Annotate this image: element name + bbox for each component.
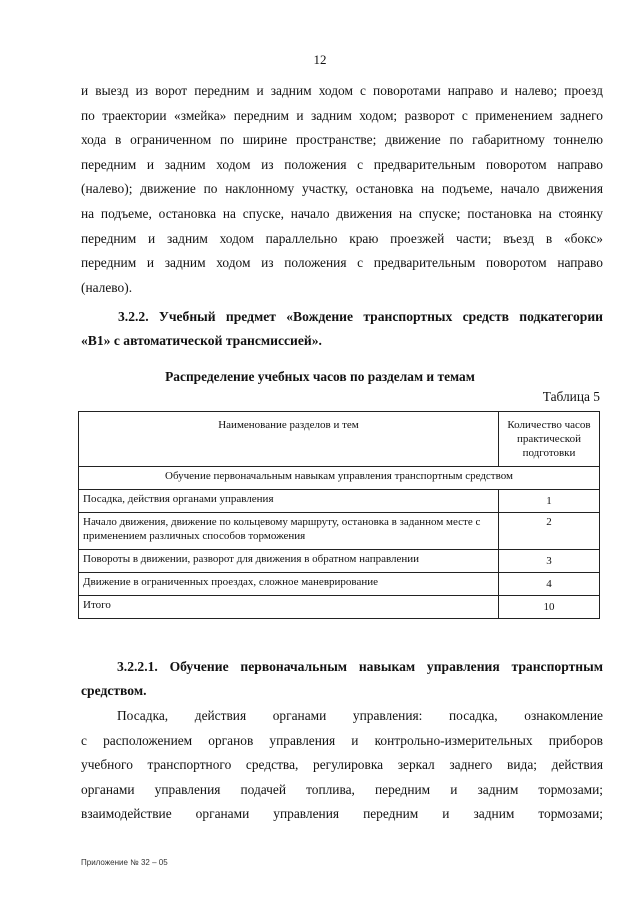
text-line: Посадка, действия органами управления: посадка, ознакомление bbox=[117, 708, 603, 723]
text-line: взаимодействие органами управления передним и задним тормозами; bbox=[81, 806, 603, 822]
table-caption: Распределение учебных часов по разделам и темам bbox=[165, 369, 475, 384]
page-number: 12 bbox=[313, 52, 327, 67]
table-section-title: Обучение первоначальным навыкам управления транспортным средством bbox=[79, 467, 600, 490]
text-line: передним и задним ходом из положения с предварительным поворотом направо bbox=[81, 156, 603, 172]
column-header-name: Наименование разделов и тем bbox=[79, 412, 499, 467]
heading-line: 3.2.2. Учебный предмет «Вождение транспортных средств подкатегории bbox=[118, 309, 603, 324]
total-hours: 10 bbox=[499, 596, 600, 619]
text-line: по траектории «змейка» передним и задним ходом; разворот с применением заднего bbox=[81, 107, 603, 123]
section-heading-3-2-2-1 bbox=[81, 655, 603, 703]
section-heading-3-2-2 bbox=[81, 305, 603, 353]
text-line: хода в ограниченном по ширине пространстве; движение по габаритному тоннелю bbox=[81, 132, 603, 148]
text-line: передним и задним ходом параллельно краю проезжей части; въезд в «бокс» bbox=[81, 230, 603, 246]
table-total-row bbox=[79, 596, 600, 619]
table-row bbox=[79, 513, 600, 550]
text-line: (налево); движение по наклонному участку, остановка на подъеме, начало движения bbox=[81, 181, 603, 197]
table-row bbox=[79, 490, 600, 513]
table-row bbox=[79, 550, 600, 573]
heading-line: «В1» с автоматической трансмиссией». bbox=[81, 333, 322, 348]
paragraph-driving-exercises bbox=[81, 79, 603, 300]
topic-name: Движение в ограниченных проездах, сложное маневрирование bbox=[79, 573, 499, 596]
text-line: и выезд из ворот передним и задним ходом с поворотами направо и налево; проезд bbox=[81, 83, 603, 98]
text-line: (налево). bbox=[81, 279, 133, 295]
table-section-row bbox=[79, 467, 600, 490]
table-row bbox=[79, 573, 600, 596]
topic-name: Начало движения, движение по кольцевому маршруту, остановка в заданном месте с применением различных способов торможения bbox=[79, 513, 499, 550]
topic-hours: 1 bbox=[499, 490, 600, 513]
text-line: с расположением органов управления и контрольно-измерительных приборов bbox=[81, 732, 603, 748]
text-line: учебного транспортного средства, регулировка зеркал заднего вида; действия bbox=[81, 757, 603, 773]
heading-line: средством. bbox=[81, 683, 147, 698]
footer-note: Приложение № 32 – 05 bbox=[81, 858, 168, 867]
column-header-hours: Количество часов практической подготовки bbox=[499, 412, 600, 467]
topic-name: Повороты в движении, разворот для движения в обратном направлении bbox=[79, 550, 499, 573]
heading-line: 3.2.2.1. Обучение первоначальным навыкам управления транспортным bbox=[117, 659, 603, 674]
topic-hours: 3 bbox=[499, 550, 600, 573]
table-header-row bbox=[79, 412, 600, 467]
text-line: органами управления подачей топлива, передним и задним тормозами; bbox=[81, 781, 603, 797]
hours-table bbox=[78, 411, 600, 619]
topic-hours: 4 bbox=[499, 573, 600, 596]
topic-name: Посадка, действия органами управления bbox=[79, 490, 499, 513]
paragraph-seating-controls bbox=[81, 704, 603, 827]
text-line: передним и задним ходом из положения с предварительным поворотом направо bbox=[81, 255, 603, 271]
table-label: Таблица 5 bbox=[542, 389, 600, 404]
text-line: на подъеме, остановка на спуске, начало движения на спуске; постановка на стоянку bbox=[81, 205, 603, 221]
total-label: Итого bbox=[79, 596, 499, 619]
topic-hours: 2 bbox=[499, 513, 600, 550]
